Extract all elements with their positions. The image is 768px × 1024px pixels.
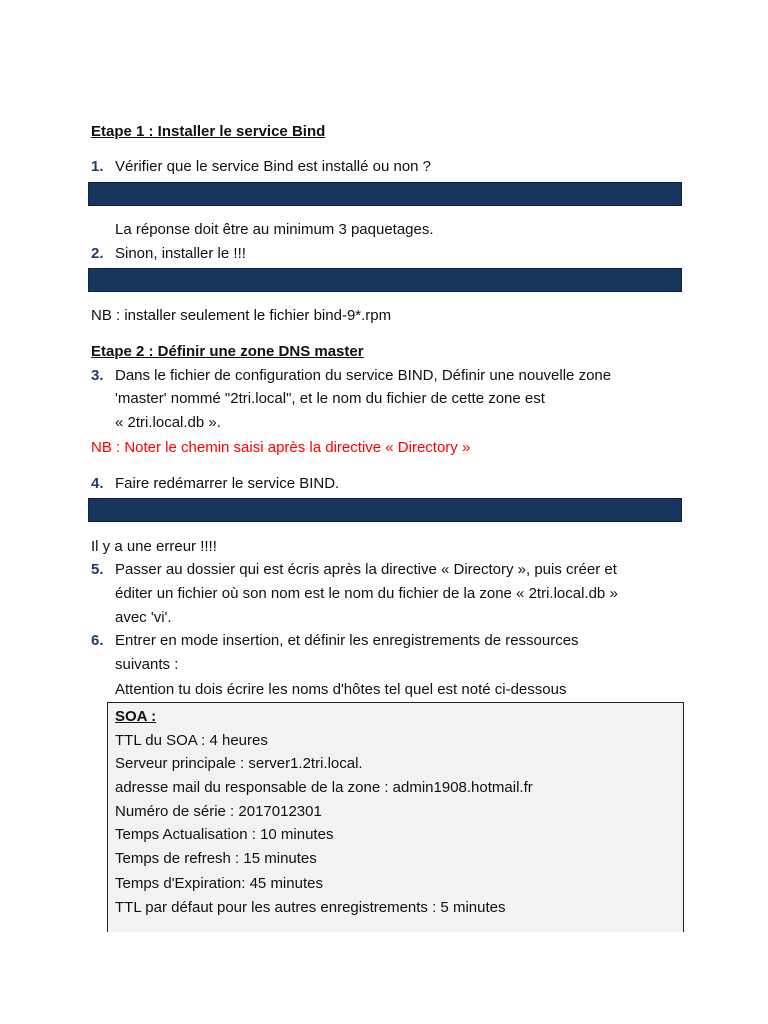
soa-line: Temps d'Expiration: 45 minutes — [115, 875, 323, 892]
soa-line: Temps de refresh : 15 minutes — [115, 850, 317, 867]
step1-heading: Etape 1 : Installer le service Bind — [91, 123, 326, 140]
soa-line: TTL par défaut pour les autres enregistrements : 5 minutes — [115, 899, 506, 916]
error-text: Il y a une erreur !!!! — [91, 538, 217, 555]
answer-note: La réponse doit être au minimum 3 paquetages. — [115, 221, 434, 238]
step2-item6-line-1: Entrer en mode insertion, et définir les enregistrements de ressources — [115, 632, 579, 649]
step2-item3-line-1: Dans le fichier de configuration du service BIND, Définir une nouvelle zone — [115, 367, 612, 384]
step2-item3-line-2: 'master' nommé "2tri.local", et le nom du fichier de cette zone est — [115, 390, 545, 407]
step-number-6: 6. — [91, 632, 104, 649]
step2-item3-line-3: « 2tri.local.db ». — [115, 414, 221, 431]
soa-line: Serveur principale : server1.2tri.local. — [115, 755, 363, 772]
soa-line: Temps Actualisation : 10 minutes — [115, 826, 334, 843]
command-answer-bar-1[interactable] — [88, 182, 682, 206]
step-number-2: 2. — [91, 245, 104, 262]
step2-item5-line-3: avec 'vi'. — [115, 609, 172, 626]
command-answer-bar-3[interactable] — [88, 498, 682, 522]
step-number-1: 1. — [91, 158, 104, 175]
soa-title: SOA : — [115, 708, 157, 725]
soa-line: TTL du SOA : 4 heures — [115, 732, 268, 749]
step-number-5: 5. — [91, 561, 104, 578]
step1-item2-text: Sinon, installer le !!! — [115, 245, 246, 262]
nb-note: NB : installer seulement le fichier bind-9*.rpm — [91, 307, 392, 324]
nb-directory-note: NB : Noter le chemin saisi après la directive « Directory » — [91, 439, 471, 456]
step2-item4-text: Faire redémarrer le service BIND. — [115, 475, 340, 492]
soa-line: adresse mail du responsable de la zone : admin1908.hotmail.fr — [115, 779, 533, 796]
soa-line: Numéro de série : 2017012301 — [115, 803, 322, 820]
command-answer-bar-2[interactable] — [88, 268, 682, 292]
soa-record-box — [107, 702, 684, 932]
step2-item5-line-2: éditer un fichier où son nom est le nom du fichier de la zone « 2tri.local.db » — [115, 585, 618, 602]
step1-item1-text: Vérifier que le service Bind est installé ou non ? — [115, 158, 432, 175]
step2-item6-line-2: suivants : — [115, 656, 179, 673]
step2-heading: Etape 2 : Définir une zone DNS master — [91, 343, 364, 360]
step-number-4: 4. — [91, 475, 104, 492]
step2-item5-line-1: Passer au dossier qui est écris après la directive « Directory », puis créer et — [115, 561, 617, 578]
step2-item6-line-3: Attention tu dois écrire les noms d'hôtes tel quel est noté ci-dessous — [115, 681, 567, 698]
step-number-3: 3. — [91, 367, 104, 384]
